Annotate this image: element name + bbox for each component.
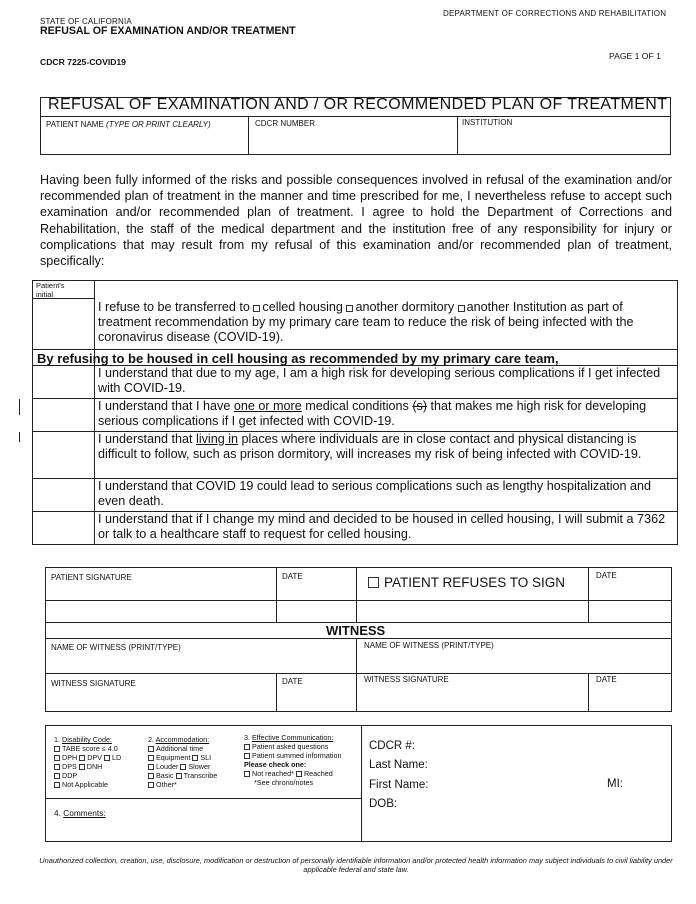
checkbox-icon[interactable] xyxy=(79,755,85,761)
checkbox-icon[interactable] xyxy=(148,746,154,752)
witness-name-field-1[interactable]: NAME OF WITNESS (PRINT/TYPE) xyxy=(51,643,181,652)
checkbox-icon[interactable] xyxy=(176,773,182,779)
disability-code-section: 1. Disability Code: TABE score ≤ 4.0 DPH DPV LD DPS DNH DDP Not Applicable xyxy=(54,735,122,789)
accommodation-table xyxy=(45,725,672,842)
id-mi-label: MI: xyxy=(607,778,623,790)
checkbox-icon[interactable] xyxy=(458,305,465,312)
checkbox-icon[interactable] xyxy=(192,755,198,761)
patient-initial-label: Patient's initial xyxy=(36,281,65,299)
celled-housing-option[interactable]: celled housing xyxy=(253,300,343,314)
checkbox-icon[interactable] xyxy=(79,764,85,770)
cdcr-number-field[interactable]: CDCR NUMBER xyxy=(255,119,315,128)
checkbox-icon[interactable] xyxy=(54,773,60,779)
checkbox-icon[interactable] xyxy=(253,305,260,312)
checkbox-icon[interactable] xyxy=(346,305,353,312)
checkbox-icon[interactable] xyxy=(296,771,302,777)
patient-name-label: PATIENT NAME xyxy=(46,120,104,129)
checkbox-icon[interactable] xyxy=(54,764,60,770)
effective-communication-section: 3. Effective Communication: Patient asked questions Patient summed information Please check one: Not reached* Reached *See chrono/notes xyxy=(244,733,342,787)
refuses-to-sign-option[interactable]: PATIENT REFUSES TO SIGN xyxy=(368,575,565,590)
patient-signature-field[interactable]: PATIENT SIGNATURE xyxy=(51,573,132,582)
checkbox-icon[interactable] xyxy=(244,753,250,759)
witness-date-field-1[interactable]: DATE xyxy=(282,677,303,686)
transfer-refusal-statement: I refuse to be transferred to celled housing another dormitory another Institution as part of treatment recommendation by my primary care team to reduce the risk of being infected with the coronavirus disease (COVID-19). xyxy=(98,300,634,344)
checkbox-icon[interactable] xyxy=(148,773,154,779)
statement-age: I understand that due to my age, I am a high risk for developing serious complications if I get infected with COVID-19. xyxy=(98,366,661,395)
state-label: STATE OF CALIFORNIA xyxy=(40,17,132,26)
date-field[interactable]: DATE xyxy=(282,572,303,581)
patient-name-hint: (TYPE OR PRINT CLEARLY) xyxy=(106,120,211,129)
accommodation-section: 2. Accommodation: Additional time Equipment SLI Louder Slower Basic Transcribe Other* xyxy=(148,735,218,789)
statement-living-conditions: I understand that living in places where individuals are in close contact and physical distancing is difficult to follow, such as prison dormitory, will increases my risk of being infected with COVID-19. xyxy=(98,432,642,461)
checkbox-icon[interactable] xyxy=(148,755,154,761)
witness-signature-field-2[interactable]: WITNESS SIGNATURE xyxy=(364,675,449,684)
privacy-footer: Unauthorized collection, creation, use, disclosure, modification or destruction of personally identifiable information and/or protected health information may subject individuals to civil liability under applicable federal and state law. xyxy=(39,856,673,874)
checkbox-icon[interactable] xyxy=(244,744,250,750)
refusal-banner: By refusing to be housed in cell housing as recommended by my primary care team, xyxy=(37,351,559,366)
intro-paragraph: Having been fully informed of the risks and possible consequences involved in refusal of the examination and/or recommended plan of treatment in the manner and time prescribed for me, I nevertheless refuse to accept such examination and/or recommended plan of treatment. I agree to hold the Department of Corrections and Rehabilitation, the staff of the medical department and the institution free of any responsibility for injury or complications that may result from my refusal of this examination and/or recommended plan of treatment, specifically: xyxy=(40,173,672,269)
signature-table xyxy=(45,567,672,712)
witness-heading: WITNESS xyxy=(326,623,386,638)
checkbox-icon[interactable] xyxy=(54,746,60,752)
checkbox-icon[interactable] xyxy=(180,764,186,770)
another-dormitory-option[interactable]: another dormitory xyxy=(346,300,454,314)
another-institution-option[interactable]: another Institution as xyxy=(458,300,584,314)
checkbox-icon[interactable] xyxy=(54,755,60,761)
comments-field[interactable]: 4. Comments: xyxy=(54,808,106,818)
checkbox-icon[interactable] xyxy=(54,782,60,788)
id-first-name-label: First Name: xyxy=(369,779,429,791)
checkbox-icon[interactable] xyxy=(104,755,110,761)
id-cdcr-label: CDCR #: xyxy=(369,740,416,752)
main-title: REFUSAL OF EXAMINATION AND / OR RECOMMENDED PLAN OF TREATMENT xyxy=(48,96,668,113)
checkbox-icon[interactable] xyxy=(244,771,250,777)
witness-name-field-2[interactable]: NAME OF WITNESS (PRINT/TYPE) xyxy=(364,641,494,650)
statement-complications: I understand that COVID 19 could lead to serious complications such as lengthy hospitalization and even death. xyxy=(98,479,652,508)
checkbox-icon[interactable] xyxy=(148,764,154,770)
page-number: PAGE 1 OF 1 xyxy=(609,51,661,61)
statement-change-mind: I understand that if I change my mind and decided to be housed in celled housing, I will submit a 7362 or talk to a healthcare staff to request for celled housing. xyxy=(98,512,666,541)
witness-signature-field-1[interactable]: WITNESS SIGNATURE xyxy=(51,679,136,688)
form-number: CDCR 7225-COVID19 xyxy=(40,57,126,67)
patient-name-field[interactable] xyxy=(46,120,211,129)
witness-date-field-2[interactable]: DATE xyxy=(596,675,617,684)
id-last-name-label: Last Name: xyxy=(369,759,428,771)
statement-medical-conditions: I understand that I have one or more medical conditions (s) that makes me high risk for developing serious complications if I get infected with COVID-19. xyxy=(98,399,647,428)
checkbox-icon[interactable] xyxy=(368,577,379,588)
form-title: REFUSAL OF EXAMINATION AND/OR TREATMENT xyxy=(40,25,296,37)
refusal-date-field[interactable]: DATE xyxy=(596,571,617,580)
id-dob-label: DOB: xyxy=(369,798,398,810)
institution-field[interactable]: INSTITUTION xyxy=(462,118,513,127)
department-label: DEPARTMENT OF CORRECTIONS AND REHABILITATION xyxy=(443,9,667,18)
checkbox-icon[interactable] xyxy=(148,782,154,788)
